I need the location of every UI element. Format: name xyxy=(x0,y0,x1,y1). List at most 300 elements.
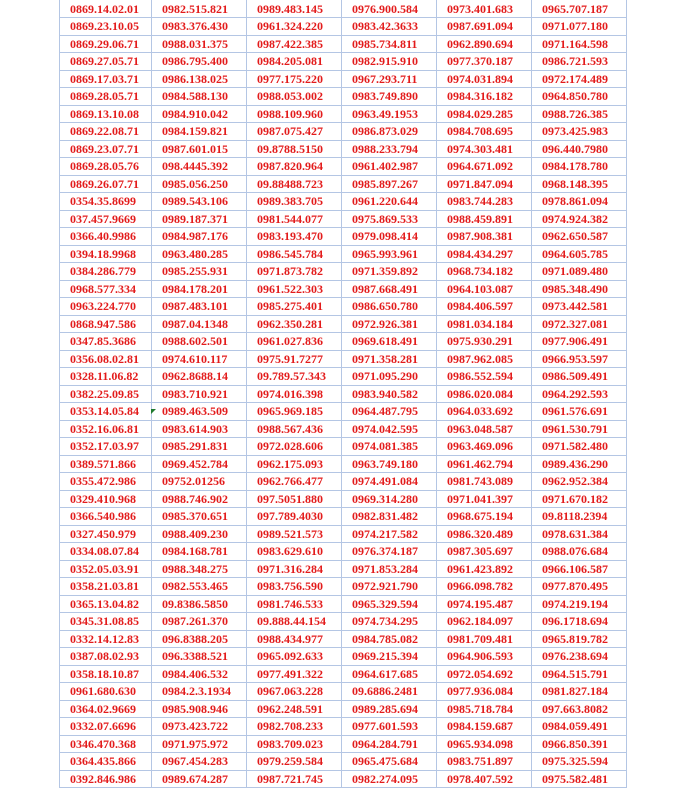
phone-number-cell[interactable]: 0389.571.866 xyxy=(60,455,152,473)
phone-number-cell[interactable]: 0971.041.397 xyxy=(437,490,532,508)
phone-number-cell[interactable]: 0986.650.780 xyxy=(342,298,437,316)
phone-number-cell[interactable]: 097.789.4030 xyxy=(247,508,342,526)
phone-number-cell[interactable]: 0969.215.394 xyxy=(342,648,437,666)
phone-number-cell[interactable]: 0982.915.910 xyxy=(342,53,437,71)
phone-number-cell[interactable]: 0988.109.960 xyxy=(247,105,342,123)
table-row xyxy=(60,718,627,736)
phone-number-cell[interactable]: 0352.17.03.97 xyxy=(60,438,152,456)
phone-number-cell[interactable]: 0982.708.233 xyxy=(247,718,342,736)
phone-number-cell[interactable]: 0963.224.770 xyxy=(60,298,152,316)
phone-number-cell[interactable]: 0974.303.481 xyxy=(437,140,532,158)
phone-number-cell[interactable]: 0975.869.533 xyxy=(342,210,437,228)
phone-number-cell[interactable]: 0984.059.491 xyxy=(532,718,627,736)
phone-number-cell[interactable]: 0975.930.291 xyxy=(437,333,532,351)
phone-number-cell[interactable]: 0961.423.892 xyxy=(437,560,532,578)
phone-number-cell[interactable]: 0976.900.584 xyxy=(342,0,437,18)
phone-number-cell[interactable]: 0981.827.184 xyxy=(532,683,627,701)
phone-number-cell[interactable]: 0975.91.7277 xyxy=(247,350,342,368)
phone-number-cell[interactable]: 0979.098.414 xyxy=(342,228,437,246)
phone-number-cell[interactable]: 0988.031.375 xyxy=(152,35,247,53)
phone-number-cell[interactable]: 0984.406.597 xyxy=(437,298,532,316)
phone-number-cell[interactable]: 0974.031.894 xyxy=(437,70,532,88)
phone-number-cell[interactable]: 0358.18.10.87 xyxy=(60,665,152,683)
phone-number-cell[interactable]: 0971.847.094 xyxy=(437,175,532,193)
phone-number-cell[interactable]: 0984.785.082 xyxy=(342,630,437,648)
phone-number-cell[interactable]: 0971.670.182 xyxy=(532,490,627,508)
table-row xyxy=(60,228,627,246)
phone-number-cell[interactable]: 0966.106.587 xyxy=(532,560,627,578)
phone-number-cell[interactable]: 0869.28.05.76 xyxy=(60,158,152,176)
phone-number-cell[interactable]: 0392.846.986 xyxy=(60,770,152,788)
table-row xyxy=(60,315,627,333)
phone-number-cell[interactable]: 0365.13.04.82 xyxy=(60,595,152,613)
phone-number-cell[interactable]: 0989.521.573 xyxy=(247,525,342,543)
phone-number-cell[interactable]: 0973.401.683 xyxy=(437,0,532,18)
phone-number-cell[interactable]: 0961.027.836 xyxy=(247,333,342,351)
table-row xyxy=(60,140,627,158)
phone-number-cell[interactable]: 0962.650.587 xyxy=(532,228,627,246)
phone-number-cell[interactable]: 098.4445.392 xyxy=(152,158,247,176)
phone-number-cell[interactable]: 0974.734.295 xyxy=(342,613,437,631)
phone-number-cell[interactable]: 0869.23.07.71 xyxy=(60,140,152,158)
phone-number-cell[interactable]: 0963.749.180 xyxy=(342,455,437,473)
phone-number-cell[interactable]: 0977.601.593 xyxy=(342,718,437,736)
table-row xyxy=(60,280,627,298)
phone-number-cell[interactable]: 037.457.9669 xyxy=(60,210,152,228)
phone-number-cell[interactable]: 09.8788.5150 xyxy=(247,140,342,158)
phone-number-cell[interactable]: 0987.305.697 xyxy=(437,543,532,561)
phone-number-cell[interactable]: 0965.993.961 xyxy=(342,245,437,263)
phone-number-cell[interactable]: 0982.274.095 xyxy=(342,770,437,788)
phone-number-cell[interactable]: 0968.734.182 xyxy=(437,263,532,281)
phone-number-cell[interactable]: 0964.292.593 xyxy=(532,385,627,403)
phone-number-cell[interactable]: 0974.217.582 xyxy=(342,525,437,543)
phone-number-cell[interactable]: 0988.348.275 xyxy=(152,560,247,578)
phone-number-cell[interactable]: 0329.410.968 xyxy=(60,490,152,508)
table-row xyxy=(60,753,627,771)
phone-number-cell[interactable]: 0962.952.384 xyxy=(532,473,627,491)
table-row xyxy=(60,455,627,473)
table-row xyxy=(60,123,627,141)
phone-number-cell[interactable]: 0971.853.284 xyxy=(342,560,437,578)
phone-number-cell[interactable]: 0961.402.987 xyxy=(342,158,437,176)
phone-number-cell[interactable]: 0971.316.284 xyxy=(247,560,342,578)
phone-number-cell[interactable]: 09.8118.2394 xyxy=(532,508,627,526)
phone-number-cell[interactable]: 0965.934.098 xyxy=(437,735,532,753)
phone-number-cell[interactable]: 0964.103.087 xyxy=(437,280,532,298)
phone-number-cell[interactable]: 0987.668.491 xyxy=(342,280,437,298)
phone-number-cell[interactable]: 0975.325.594 xyxy=(532,753,627,771)
table-row xyxy=(60,490,627,508)
phone-number-cell[interactable]: 0989.383.705 xyxy=(247,193,342,211)
phone-number-cell[interactable]: 0352.05.03.91 xyxy=(60,560,152,578)
phone-number-cell[interactable]: 0964.850.780 xyxy=(532,88,627,106)
phone-number-cell[interactable]: 0328.11.06.82 xyxy=(60,368,152,386)
phone-number-cell[interactable]: 096.440.7980 xyxy=(532,140,627,158)
table-row xyxy=(60,770,627,788)
table-row xyxy=(60,525,627,543)
phone-number-cell[interactable]: 0988.726.385 xyxy=(532,105,627,123)
phone-number-cell[interactable]: 0977.175.220 xyxy=(247,70,342,88)
phone-number-cell[interactable]: 0984.406.532 xyxy=(152,665,247,683)
phone-number-cell[interactable]: 0961.220.644 xyxy=(342,193,437,211)
phone-number-cell[interactable]: 0983.940.582 xyxy=(342,385,437,403)
phone-number-cell[interactable]: 0985.348.490 xyxy=(532,280,627,298)
table-row xyxy=(60,438,627,456)
phone-number-cell[interactable]: 0869.28.05.71 xyxy=(60,88,152,106)
phone-number-cell[interactable]: 09.6886.2481 xyxy=(342,683,437,701)
phone-number-cell[interactable]: 0869.29.06.71 xyxy=(60,35,152,53)
phone-number-cell[interactable]: 0971.873.782 xyxy=(247,263,342,281)
phone-number-cell[interactable]: 0989.463.509 xyxy=(152,403,247,421)
phone-number-cell[interactable]: 0977.936.084 xyxy=(437,683,532,701)
phone-number-cell[interactable]: 0382.25.09.85 xyxy=(60,385,152,403)
phone-number-cell[interactable]: 09752.01256 xyxy=(152,473,247,491)
phone-number-cell[interactable]: 0972.926.381 xyxy=(342,315,437,333)
phone-number-cell[interactable]: 0352.16.06.81 xyxy=(60,420,152,438)
phone-number-cell[interactable]: 0973.423.722 xyxy=(152,718,247,736)
phone-number-cell[interactable]: 0971.077.180 xyxy=(532,18,627,36)
phone-number-cell[interactable]: 0963.048.587 xyxy=(437,420,532,438)
phone-number-cell[interactable]: 0334.08.07.84 xyxy=(60,543,152,561)
phone-number-cell[interactable]: 0868.947.586 xyxy=(60,315,152,333)
phone-number-cell[interactable]: 0985.370.651 xyxy=(152,508,247,526)
table-row xyxy=(60,53,627,71)
phone-number-cell[interactable]: 0984.316.182 xyxy=(437,88,532,106)
phone-number-cell[interactable]: 0987.820.964 xyxy=(247,158,342,176)
phone-number-cell[interactable]: 0961.680.630 xyxy=(60,683,152,701)
phone-number-cell[interactable]: 0869.27.05.71 xyxy=(60,53,152,71)
phone-number-cell[interactable]: 0969.314.280 xyxy=(342,490,437,508)
phone-number-cell[interactable]: 0977.906.491 xyxy=(532,333,627,351)
sheet-body xyxy=(60,0,627,788)
phone-number-cell[interactable]: 0986.795.400 xyxy=(152,53,247,71)
phone-number-cell[interactable]: 0971.359.892 xyxy=(342,263,437,281)
phone-number-cell[interactable]: 0983.376.430 xyxy=(152,18,247,36)
table-row xyxy=(60,560,627,578)
phone-number-cell[interactable]: 096.3388.521 xyxy=(152,648,247,666)
phone-number-cell[interactable]: 0355.472.986 xyxy=(60,473,152,491)
phone-number-cell[interactable]: 0988.233.794 xyxy=(342,140,437,158)
phone-number-cell[interactable]: 0989.285.694 xyxy=(342,700,437,718)
phone-number-cell[interactable]: 096.8388.205 xyxy=(152,630,247,648)
phone-number-cell[interactable]: 0987.075.427 xyxy=(247,123,342,141)
phone-number-cell[interactable]: 0962.175.093 xyxy=(247,455,342,473)
phone-number-cell[interactable]: 0961.462.794 xyxy=(437,455,532,473)
phone-number-cell[interactable]: 0962.890.694 xyxy=(437,35,532,53)
phone-number-cell[interactable]: 0961.324.220 xyxy=(247,18,342,36)
table-row xyxy=(60,630,627,648)
phone-number-cell[interactable]: 0978.631.384 xyxy=(532,525,627,543)
phone-number-cell[interactable]: 0985.897.267 xyxy=(342,175,437,193)
phone-number-cell[interactable]: 0984.168.781 xyxy=(152,543,247,561)
phone-number-cell[interactable]: 0964.605.785 xyxy=(532,245,627,263)
phone-number-cell[interactable]: 0366.540.986 xyxy=(60,508,152,526)
phone-number-cell[interactable]: 0963.469.096 xyxy=(437,438,532,456)
phone-number-cell[interactable]: 0965.092.633 xyxy=(247,648,342,666)
phone-number-cell[interactable]: 0964.515.791 xyxy=(532,665,627,683)
phone-number-cell[interactable]: 0977.870.495 xyxy=(532,578,627,596)
phone-number-cell[interactable]: 0971.975.972 xyxy=(152,735,247,753)
phone-number-cell[interactable]: 0986.020.084 xyxy=(437,385,532,403)
phone-number-cell[interactable]: 0989.483.145 xyxy=(247,0,342,18)
table-row xyxy=(60,18,627,36)
phone-number-cell[interactable]: 0986.509.491 xyxy=(532,368,627,386)
phone-number-cell[interactable]: 0977.491.322 xyxy=(247,665,342,683)
phone-number-cell[interactable]: 0984.178.201 xyxy=(152,280,247,298)
table-row xyxy=(60,683,627,701)
phone-number-cell[interactable]: 0987.422.385 xyxy=(247,35,342,53)
phone-number-cell[interactable]: 0869.22.08.71 xyxy=(60,123,152,141)
phone-number-cell[interactable]: 0983.614.903 xyxy=(152,420,247,438)
phone-number-cell[interactable]: 0869.13.10.08 xyxy=(60,105,152,123)
phone-number-cell[interactable]: 0986.873.029 xyxy=(342,123,437,141)
phone-number-cell[interactable]: 0985.908.946 xyxy=(152,700,247,718)
phone-number-cell[interactable]: 0984.029.285 xyxy=(437,105,532,123)
phone-number-cell[interactable]: 0961.522.303 xyxy=(247,280,342,298)
phone-number-cell[interactable]: 0327.450.979 xyxy=(60,525,152,543)
phone-number-cell[interactable]: 0358.21.03.81 xyxy=(60,578,152,596)
phone-number-cell[interactable]: 0974.042.595 xyxy=(342,420,437,438)
phone-number-cell[interactable]: 0972.028.606 xyxy=(247,438,342,456)
phone-number-cell[interactable]: 0974.924.382 xyxy=(532,210,627,228)
phone-number-cell[interactable]: 097.5051.880 xyxy=(247,490,342,508)
phone-number-cell[interactable]: 0869.23.10.05 xyxy=(60,18,152,36)
table-row xyxy=(60,403,627,421)
phone-number-cell[interactable]: 0988.459.891 xyxy=(437,210,532,228)
phone-number-cell[interactable]: 09.8386.5850 xyxy=(152,595,247,613)
phone-number-cell[interactable]: 0972.327.081 xyxy=(532,315,627,333)
phone-number-cell[interactable]: 0346.470.368 xyxy=(60,735,152,753)
phone-number-cell[interactable]: 0962.350.281 xyxy=(247,315,342,333)
phone-number-cell[interactable]: 0983.42.3633 xyxy=(342,18,437,36)
phone-number-cell[interactable]: 0988.434.977 xyxy=(247,630,342,648)
phone-number-cell[interactable]: 0983.709.023 xyxy=(247,735,342,753)
phone-number-cell[interactable]: 0982.831.482 xyxy=(342,508,437,526)
phone-number-cell[interactable]: 0353.14.05.84 xyxy=(60,403,152,421)
phone-number-cell[interactable]: 0869.14.02.01 xyxy=(60,0,152,18)
phone-number-cell[interactable]: 0987.601.015 xyxy=(152,140,247,158)
phone-number-cell[interactable]: 0981.034.184 xyxy=(437,315,532,333)
phone-number-cell[interactable]: 0968.577.334 xyxy=(60,280,152,298)
phone-number-cell[interactable]: 0971.095.290 xyxy=(342,368,437,386)
phone-number-cell[interactable]: 0962.8688.14 xyxy=(152,368,247,386)
phone-number-cell[interactable]: 0984.434.297 xyxy=(437,245,532,263)
phone-number-cell[interactable]: 0968.675.194 xyxy=(437,508,532,526)
phone-number-cell[interactable]: 0987.908.381 xyxy=(437,228,532,246)
phone-number-cell[interactable]: 0971.582.480 xyxy=(532,438,627,456)
phone-number-cell[interactable]: 0967.293.711 xyxy=(342,70,437,88)
phone-number-cell[interactable]: 0972.921.790 xyxy=(342,578,437,596)
phone-number-cell[interactable]: 0968.148.395 xyxy=(532,175,627,193)
phone-number-cell[interactable]: 096.1718.694 xyxy=(532,613,627,631)
phone-number-cell[interactable]: 09.88488.723 xyxy=(247,175,342,193)
phone-number-cell[interactable]: 0985.718.784 xyxy=(437,700,532,718)
phone-number-cell[interactable]: 0973.442.581 xyxy=(532,298,627,316)
phone-number-cell[interactable]: 0969.618.491 xyxy=(342,333,437,351)
phone-number-cell[interactable]: 0978.407.592 xyxy=(437,770,532,788)
phone-number-cell[interactable]: 0961.530.791 xyxy=(532,420,627,438)
table-row xyxy=(60,298,627,316)
phone-number-cell[interactable]: 097.663.8082 xyxy=(532,700,627,718)
phone-number-cell[interactable]: 0984.205.081 xyxy=(247,53,342,71)
phone-number-cell[interactable]: 0356.08.02.81 xyxy=(60,350,152,368)
phone-number-cell[interactable]: 0986.138.025 xyxy=(152,70,247,88)
phone-number-cell[interactable]: 0964.671.092 xyxy=(437,158,532,176)
phone-number-cell[interactable]: 0983.193.470 xyxy=(247,228,342,246)
phone-number-cell[interactable]: 0983.744.283 xyxy=(437,193,532,211)
phone-number-cell[interactable]: 0984.178.780 xyxy=(532,158,627,176)
phone-number-cell[interactable]: 0964.487.795 xyxy=(342,403,437,421)
phone-number-cell[interactable]: 0983.756.590 xyxy=(247,578,342,596)
phone-number-cell[interactable]: 0964.284.791 xyxy=(342,735,437,753)
phone-number-cell[interactable]: 0971.089.480 xyxy=(532,263,627,281)
phone-number-cell[interactable]: 0989.187.371 xyxy=(152,210,247,228)
phone-number-cell[interactable]: 0987.261.370 xyxy=(152,613,247,631)
phone-number-cell[interactable]: 0988.409.230 xyxy=(152,525,247,543)
phone-number-cell[interactable]: 0332.07.6696 xyxy=(60,718,152,736)
phone-number-cell[interactable]: 0964.033.692 xyxy=(437,403,532,421)
phone-number-cell[interactable]: 0974.219.194 xyxy=(532,595,627,613)
phone-number-cell[interactable]: 0983.751.897 xyxy=(437,753,532,771)
phone-number-cell[interactable]: 0981.544.077 xyxy=(247,210,342,228)
table-row xyxy=(60,88,627,106)
phone-number-cell[interactable]: 0972.054.692 xyxy=(437,665,532,683)
phone-number-cell[interactable]: 0971.358.281 xyxy=(342,350,437,368)
phone-number-cell[interactable]: 0965.475.684 xyxy=(342,753,437,771)
phone-number-cell[interactable]: 0966.098.782 xyxy=(437,578,532,596)
phone-number-cell[interactable]: 0984.159.687 xyxy=(437,718,532,736)
phone-number-cell[interactable]: 0332.14.12.83 xyxy=(60,630,152,648)
phone-number-cell[interactable]: 0965.819.782 xyxy=(532,630,627,648)
phone-number-cell[interactable]: 0974.610.117 xyxy=(152,350,247,368)
phone-number-cell[interactable]: 0962.184.097 xyxy=(437,613,532,631)
phone-number-cell[interactable]: 0962.248.591 xyxy=(247,700,342,718)
phone-number-cell[interactable]: 0985.056.250 xyxy=(152,175,247,193)
phone-number-cell[interactable]: 0366.40.9986 xyxy=(60,228,152,246)
phone-number-cell[interactable]: 0987.721.745 xyxy=(247,770,342,788)
phone-number-cell[interactable]: 0983.749.890 xyxy=(342,88,437,106)
table-row xyxy=(60,333,627,351)
phone-number-cell[interactable]: 0988.076.684 xyxy=(532,543,627,561)
phone-number-cell[interactable]: 0984.987.176 xyxy=(152,228,247,246)
phone-number-cell[interactable]: 0394.18.9968 xyxy=(60,245,152,263)
phone-number-cell[interactable]: 0965.329.594 xyxy=(342,595,437,613)
phone-number-cell[interactable]: 0988.746.902 xyxy=(152,490,247,508)
phone-number-cell[interactable]: 0961.576.691 xyxy=(532,403,627,421)
phone-number-cell[interactable]: 0964.906.593 xyxy=(437,648,532,666)
phone-number-cell[interactable]: 0981.746.533 xyxy=(247,595,342,613)
phone-number-cell[interactable]: 0981.709.481 xyxy=(437,630,532,648)
phone-number-cell[interactable]: 0967.063.228 xyxy=(247,683,342,701)
phone-number-cell[interactable]: 0974.195.487 xyxy=(437,595,532,613)
phone-number-cell[interactable]: 0989.436.290 xyxy=(532,455,627,473)
phone-number-cell[interactable]: 09.888.44.154 xyxy=(247,613,342,631)
table-row xyxy=(60,175,627,193)
phone-number-cell[interactable]: 0973.425.983 xyxy=(532,123,627,141)
phone-number-cell[interactable]: 0989.543.106 xyxy=(152,193,247,211)
phone-number-cell[interactable]: 0967.454.283 xyxy=(152,753,247,771)
phone-number-cell[interactable]: 0974.081.385 xyxy=(342,438,437,456)
phone-number-cell[interactable]: 0345.31.08.85 xyxy=(60,613,152,631)
table-row xyxy=(60,263,627,281)
phone-number-cell[interactable]: 0976.238.694 xyxy=(532,648,627,666)
phone-number-cell[interactable]: 0986.545.784 xyxy=(247,245,342,263)
phone-number-cell[interactable]: 0971.164.598 xyxy=(532,35,627,53)
phone-number-cell[interactable]: 09.789.57.343 xyxy=(247,368,342,386)
phone-number-cell[interactable]: 0987.483.101 xyxy=(152,298,247,316)
table-row xyxy=(60,700,627,718)
phone-number-cell[interactable]: 0965.707.187 xyxy=(532,0,627,18)
phone-number-cell[interactable]: 0984.159.821 xyxy=(152,123,247,141)
phone-number-cell[interactable]: 0981.743.089 xyxy=(437,473,532,491)
phone-number-cell[interactable]: 0986.721.593 xyxy=(532,53,627,71)
phone-number-cell[interactable]: 0869.17.03.71 xyxy=(60,70,152,88)
phone-number-cell[interactable]: 0986.320.489 xyxy=(437,525,532,543)
phone-number-cell[interactable]: 0387.08.02.93 xyxy=(60,648,152,666)
phone-number-cell[interactable]: 0982.515.821 xyxy=(152,0,247,18)
phone-number-cell[interactable]: 0969.452.784 xyxy=(152,455,247,473)
phone-number-cell[interactable]: 0983.629.610 xyxy=(247,543,342,561)
phone-number-cell[interactable]: 0354.35.8699 xyxy=(60,193,152,211)
phone-number-cell[interactable]: 0974.491.084 xyxy=(342,473,437,491)
phone-number-cell[interactable]: 0364.435.866 xyxy=(60,753,152,771)
phone-number-cell[interactable]: 0972.174.489 xyxy=(532,70,627,88)
phone-number-cell[interactable]: 0966.850.391 xyxy=(532,735,627,753)
phone-number-cell[interactable]: 0975.582.481 xyxy=(532,770,627,788)
phone-number-cell[interactable]: 0983.710.921 xyxy=(152,385,247,403)
phone-number-cell[interactable]: 0978.861.094 xyxy=(532,193,627,211)
phone-number-cell[interactable]: 0987.962.085 xyxy=(437,350,532,368)
phone-number-cell[interactable]: 0384.286.779 xyxy=(60,263,152,281)
phone-number-cell[interactable]: 0984.708.695 xyxy=(437,123,532,141)
phone-number-cell[interactable]: 0989.674.287 xyxy=(152,770,247,788)
phone-number-cell[interactable]: 0985.255.931 xyxy=(152,263,247,281)
phone-number-cell[interactable]: 0963.49.1953 xyxy=(342,105,437,123)
phone-number-cell[interactable]: 0985.734.811 xyxy=(342,35,437,53)
phone-number-cell[interactable]: 0987.691.094 xyxy=(437,18,532,36)
table-row xyxy=(60,35,627,53)
phone-number-cell[interactable]: 0984.588.130 xyxy=(152,88,247,106)
phone-number-cell[interactable]: 0974.016.398 xyxy=(247,385,342,403)
table-row xyxy=(60,648,627,666)
phone-number-cell[interactable]: 0964.617.685 xyxy=(342,665,437,683)
phone-number-cell[interactable]: 0984.2.3.1934 xyxy=(152,683,247,701)
table-row xyxy=(60,385,627,403)
phone-number-cell[interactable]: 0985.291.831 xyxy=(152,438,247,456)
phone-number-cell[interactable]: 0966.953.597 xyxy=(532,350,627,368)
phone-number-cell[interactable]: 0986.552.594 xyxy=(437,368,532,386)
phone-number-cell[interactable]: 0984.910.042 xyxy=(152,105,247,123)
phone-number-cell[interactable]: 0963.480.285 xyxy=(152,245,247,263)
phone-number-cell[interactable]: 0965.969.185 xyxy=(247,403,342,421)
phone-number-cell[interactable]: 0988.567.436 xyxy=(247,420,342,438)
phone-number-cell[interactable]: 0364.02.9669 xyxy=(60,700,152,718)
phone-number-cell[interactable]: 0982.553.465 xyxy=(152,578,247,596)
table-row xyxy=(60,158,627,176)
phone-number-cell[interactable]: 0869.26.07.71 xyxy=(60,175,152,193)
phone-number-cell[interactable]: 0979.259.584 xyxy=(247,753,342,771)
phone-number-cell[interactable]: 0976.374.187 xyxy=(342,543,437,561)
phone-number-cell[interactable]: 0977.370.187 xyxy=(437,53,532,71)
table-row xyxy=(60,105,627,123)
phone-number-cell[interactable]: 0962.766.477 xyxy=(247,473,342,491)
phone-number-cell[interactable]: 0347.85.3686 xyxy=(60,333,152,351)
phone-number-cell[interactable]: 0987.04.1348 xyxy=(152,315,247,333)
phone-number-cell[interactable]: 0988.602.501 xyxy=(152,333,247,351)
phone-number-cell[interactable]: 0988.053.002 xyxy=(247,88,342,106)
phone-number-cell[interactable]: 0985.275.401 xyxy=(247,298,342,316)
